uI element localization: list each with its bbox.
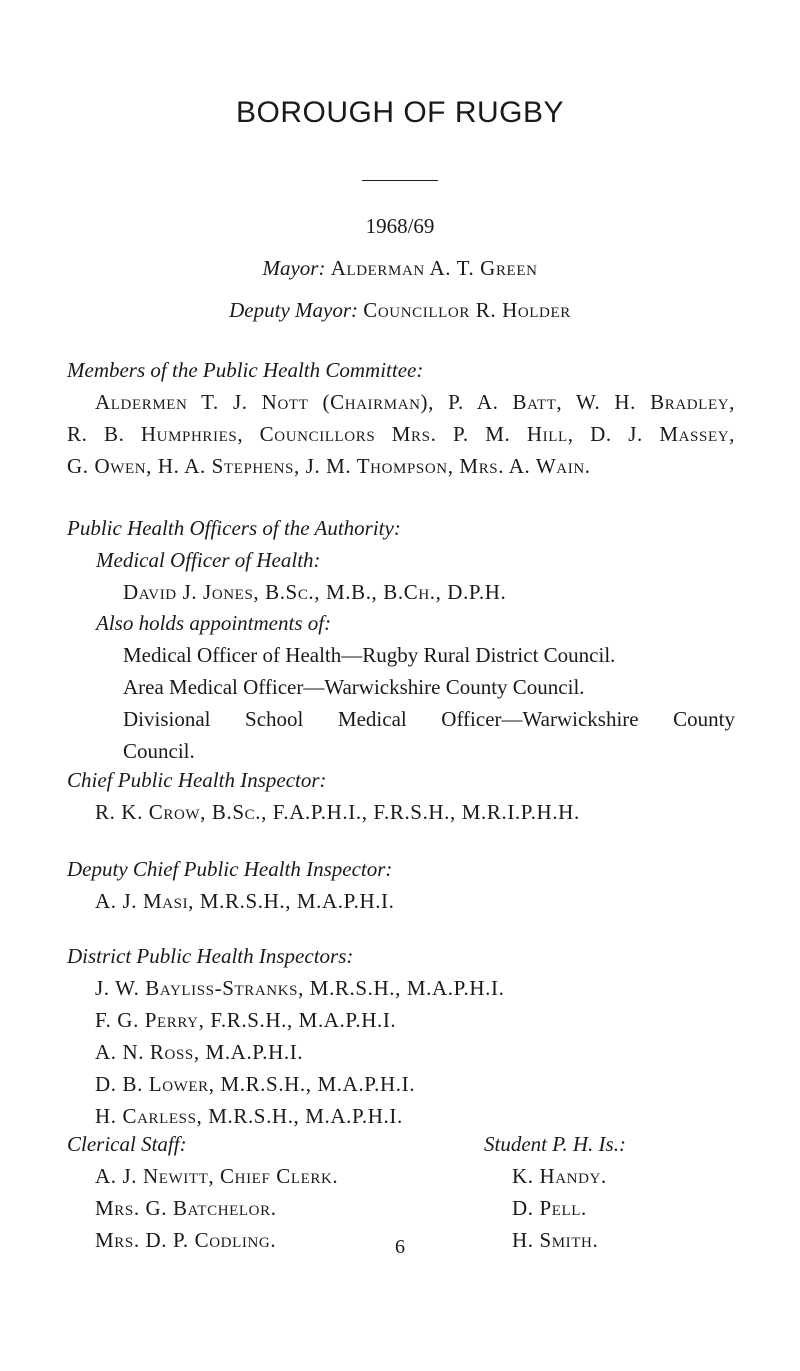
appointments-section [96, 607, 735, 767]
officers-section [67, 512, 735, 608]
year-label: 1968/69 [365, 214, 435, 238]
student-name: H. Smith. [512, 1228, 599, 1252]
appointment-item: Council. [123, 739, 195, 763]
appointments-heading: Also holds appointments of: [96, 611, 332, 635]
district-inspector-name: J. W. Bayliss-Stranks, M.R.S.H., M.A.P.H.I. [95, 976, 505, 1000]
moh-heading: Medical Officer of Health: [96, 548, 321, 572]
chief-inspector-name: R. K. Crow, B.Sc., F.A.P.H.I., F.R.S.H., M.R.I.P.H.H. [95, 800, 580, 824]
deputy-mayor-line [0, 298, 800, 323]
district-inspector-name: D. B. Lower, M.R.S.H., M.A.P.H.I. [95, 1072, 416, 1096]
appointment-item: Divisional School Medical Officer—Warwickshire County [123, 707, 735, 731]
district-inspector-name: F. G. Perry, F.R.S.H., M.A.P.H.I. [95, 1008, 397, 1032]
committee-line: R. B. Humphries, Councillors Mrs. P. M. Hill, D. J. Massey, [67, 422, 735, 446]
district-inspectors-heading: District Public Health Inspectors: [67, 944, 354, 968]
clerical-heading: Clerical Staff: [67, 1132, 187, 1156]
chief-inspector-heading: Chief Public Health Inspector: [67, 768, 327, 792]
students-heading: Student P. H. Is.: [484, 1132, 626, 1156]
document-title: BOROUGH OF RUGBY [235, 96, 565, 129]
clerical-name: Mrs. D. P. Codling. [95, 1228, 277, 1252]
committee-line: G. Owen, H. A. Stephens, J. M. Thompson, Mrs. A. Wain. [67, 454, 591, 478]
mayor-line [0, 256, 800, 281]
mayor-label: Mayor: [262, 256, 326, 280]
deputy-chief-section [67, 853, 735, 917]
title-divider [362, 180, 438, 181]
appointment-item: Medical Officer of Health—Rugby Rural District Council. [123, 643, 616, 667]
committee-line: Aldermen T. J. Nott (Chairman), P. A. Batt, W. H. Bradley, [95, 390, 735, 414]
officers-heading: Public Health Officers of the Authority: [67, 516, 401, 540]
deputy-chief-name: A. J. Masi, M.R.S.H., M.A.P.H.I. [95, 889, 395, 913]
page-number: 6 [395, 1236, 405, 1258]
clerical-name: Mrs. G. Batchelor. [95, 1196, 277, 1220]
student-name: D. Pell. [512, 1196, 587, 1220]
district-inspectors-section [67, 940, 735, 1132]
deputy-mayor-label: Deputy Mayor: [229, 298, 359, 322]
clerical-name: A. J. Newitt, Chief Clerk. [95, 1164, 339, 1188]
deputy-mayor-name: Councillor R. Holder [363, 298, 571, 322]
student-name: K. Handy. [512, 1164, 607, 1188]
district-inspector-name: H. Carless, M.R.S.H., M.A.P.H.I. [95, 1104, 403, 1128]
committee-heading: Members of the Public Health Committee: [67, 358, 424, 382]
mayor-name: Alderman A. T. Green [330, 256, 538, 280]
chief-inspector-section [67, 764, 735, 828]
deputy-chief-heading: Deputy Chief Public Health Inspector: [67, 857, 393, 881]
committee-section [67, 354, 735, 482]
district-inspector-name: A. N. Ross, M.A.P.H.I. [95, 1040, 304, 1064]
appointment-item: Area Medical Officer—Warwickshire County Council. [123, 675, 585, 699]
moh-name: David J. Jones, B.Sc., M.B., B.Ch., D.P.H. [123, 580, 507, 604]
